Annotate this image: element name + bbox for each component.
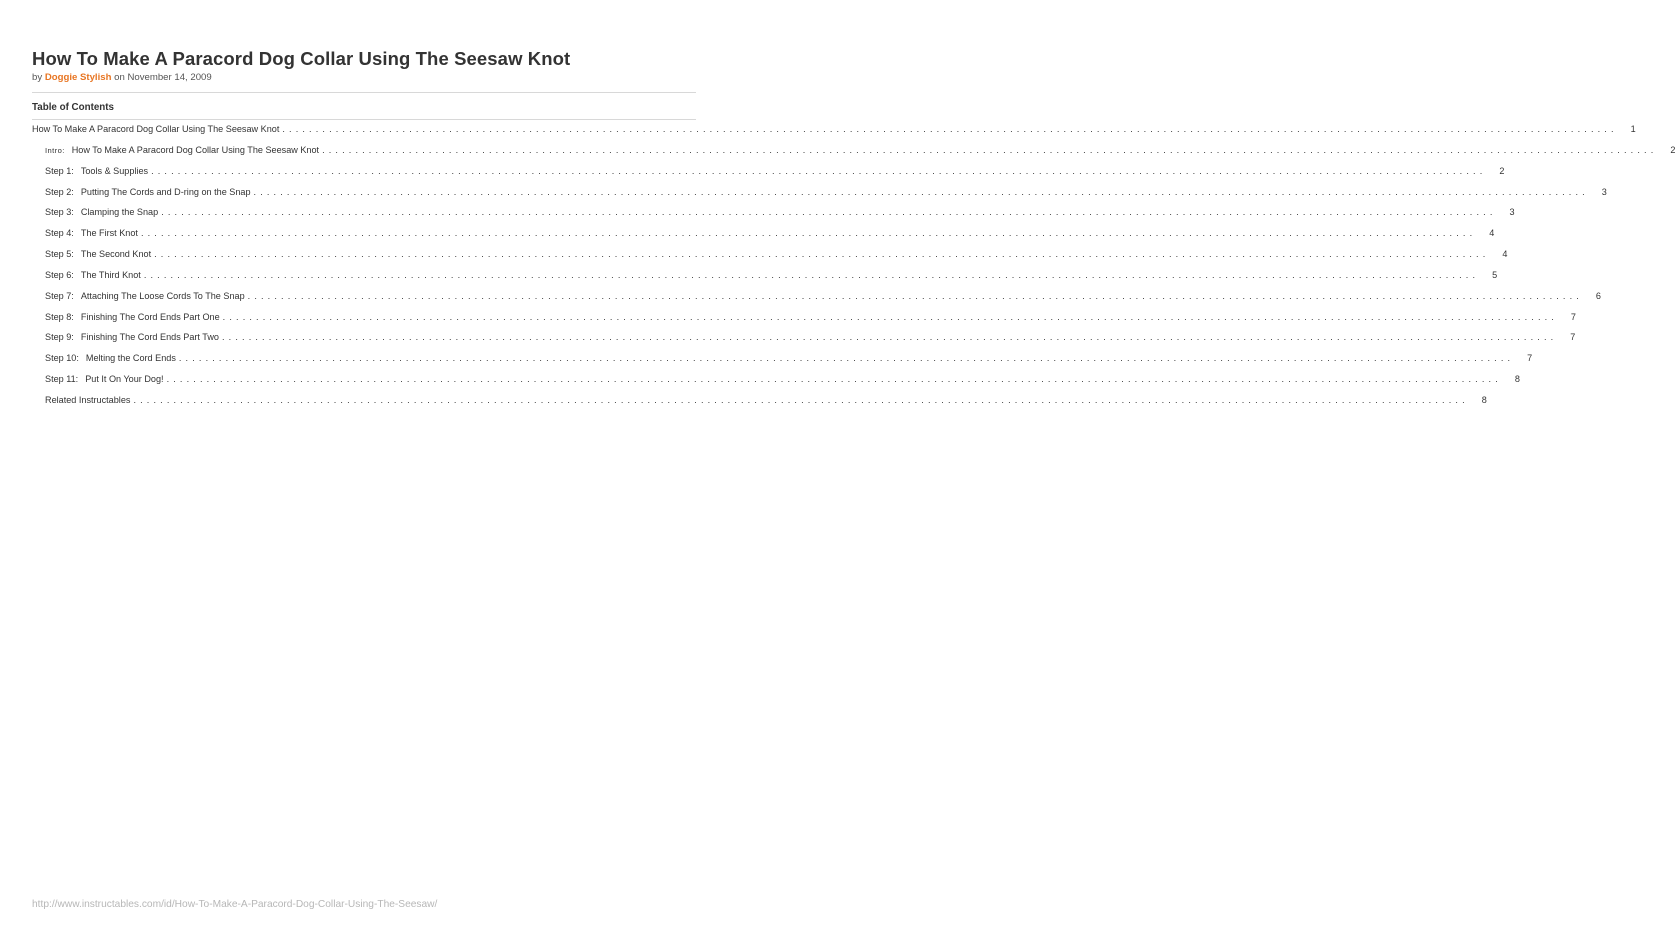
toc-entry-step-10[interactable] <box>32 353 1533 374</box>
toc-entry-label-wrap <box>45 353 179 363</box>
byline-prefix: by <box>32 72 43 83</box>
toc-entry-step-8[interactable] <box>32 311 1576 333</box>
page-title: How To Make A Paracord Dog Collar Using The Seesaw Knot <box>32 48 571 69</box>
toc-page-number: 6 <box>1595 290 1601 301</box>
toc-entry-step-7[interactable] <box>32 290 1601 312</box>
toc-leader-dots: ........................................................................................................................................................................................................ <box>140 228 1477 239</box>
toc-entry-label: Finishing The Cord Ends Part One <box>80 311 220 322</box>
toc-page-number: 3 <box>1601 186 1607 197</box>
toc-page-number: 5 <box>1492 269 1498 280</box>
toc-entry-label: Putting The Cords and D-ring on the Snap <box>80 186 251 197</box>
toc-entry-label-wrap <box>45 228 141 238</box>
toc-page-number: 7 <box>1527 353 1533 364</box>
toc-step-number: Step 4: <box>45 228 74 239</box>
toc-entry-label-wrap <box>45 187 254 197</box>
toc-entry-step-6[interactable] <box>32 269 1498 291</box>
toc-entry-step-5[interactable] <box>32 249 1508 270</box>
toc-entry-label: The First Knot <box>80 228 138 239</box>
toc-heading: Table of Contents <box>32 102 115 113</box>
toc-step-number: Step 10: <box>45 353 79 364</box>
toc-entry-label: Melting the Cord Ends <box>85 353 176 364</box>
toc-step-number: Step 5: <box>45 249 74 260</box>
divider-top <box>32 92 696 93</box>
toc-entry-label: Tools & Supplies <box>80 165 149 176</box>
toc-leader-dots: ........................................................................................................................................................................................................ <box>253 186 1589 197</box>
byline <box>32 72 212 83</box>
footer-url-link[interactable]: http://www.instructables.com/id/How-To-Make-A-Paracord-Dog-Collar-Using-The-Seesaw/ <box>32 899 438 910</box>
toc-leader-dots: ........................................................................................................................................................................................................ <box>166 374 1502 385</box>
toc-page-number: 8 <box>1481 394 1487 405</box>
toc-entry-step-4[interactable] <box>32 228 1495 249</box>
toc-page-number: 7 <box>1570 311 1576 322</box>
toc-step-number: Step 3: <box>45 207 74 218</box>
toc-step-number: Step 7: <box>45 290 74 301</box>
toc-leader-dots: ........................................................................................................................................................................................................ <box>247 290 1583 301</box>
toc-entry-related[interactable] <box>32 394 1487 416</box>
toc-entry-label: Put It On Your Dog! <box>85 374 164 385</box>
toc-leader-dots: ........................................................................................................................................................................................................ <box>178 353 1515 364</box>
toc-entry-step-11[interactable] <box>32 374 1520 395</box>
toc-entry-label-wrap <box>45 249 154 259</box>
toc-entry-step-1[interactable] <box>32 165 1505 187</box>
toc-page-number: 3 <box>1509 207 1515 218</box>
toc-step-number: Step 6: <box>45 269 74 280</box>
toc-leader-dots: ........................................................................................................................................................................................................ <box>133 394 1469 405</box>
toc-step-number: Step 1: <box>45 165 74 176</box>
toc-page-number: 4 <box>1489 228 1495 239</box>
toc-page-number: 8 <box>1514 374 1520 385</box>
toc-entry-label: Related Instructables <box>45 394 131 405</box>
toc-leader-dots: ........................................................................................................................................................................................................ <box>143 269 1480 280</box>
toc-entry-label: How To Make A Paracord Dog Collar Using The Seesaw Knot <box>32 124 280 134</box>
author-link[interactable]: Doggie Stylish <box>44 72 112 83</box>
toc-page-number: 2 <box>1670 144 1675 155</box>
toc-leader-dots: ........................................................................................................................................................................................................ <box>154 249 1490 260</box>
toc-entry-step-2[interactable] <box>32 186 1607 208</box>
toc-entry-label-wrap <box>45 374 167 384</box>
toc-entry-label-wrap <box>45 291 248 301</box>
toc-page-number: 2 <box>1499 165 1505 176</box>
table-of-contents <box>32 124 1675 416</box>
toc-page-number: 1 <box>1630 124 1636 134</box>
toc-page-number: 4 <box>1502 249 1508 260</box>
toc-entry-main[interactable] <box>32 124 1636 145</box>
publish-date: on November 14, 2009 <box>114 72 212 83</box>
toc-entry-label-wrap <box>45 166 151 176</box>
toc-entry-label-wrap <box>45 207 161 217</box>
toc-leader-dots: ........................................................................................................................................................................................................ <box>161 207 1497 218</box>
toc-leader-dots: ........................................................................................................................................................................................................ <box>222 332 1558 343</box>
toc-entry-label: Finishing The Cord Ends Part Two <box>80 332 219 343</box>
toc-entry-label: The Third Knot <box>80 269 141 280</box>
toc-leader-dots: ........................................................................................................................................................................................................ <box>322 144 1658 155</box>
toc-intro-prefix: Intro: <box>45 145 65 155</box>
toc-entry-label-wrap <box>45 270 144 280</box>
toc-entry-label-wrap <box>45 312 223 322</box>
toc-entry-label-wrap <box>45 332 222 342</box>
toc-leader-dots: ........................................................................................................................................................................................................ <box>151 165 1487 176</box>
toc-step-number: Step 8: <box>45 311 74 322</box>
toc-leader-dots: ........................................................................................................................................................................................................ <box>222 311 1558 322</box>
toc-step-number: Step 2: <box>45 186 74 197</box>
toc-page-number: 7 <box>1570 332 1576 343</box>
toc-leader-dots: ........................................................................................................................................................................................................ <box>282 124 1618 134</box>
toc-entry-step-3[interactable] <box>32 207 1515 228</box>
toc-entry-label: The Second Knot <box>80 249 152 260</box>
toc-entry-intro[interactable] <box>32 144 1675 166</box>
toc-step-number: Step 11: <box>45 374 79 385</box>
toc-step-number: Step 9: <box>45 332 74 343</box>
toc-entry-label: Attaching The Loose Cords To The Snap <box>80 290 245 301</box>
toc-entry-step-9[interactable] <box>32 332 1576 353</box>
divider-toc <box>32 119 696 120</box>
toc-entry-label-wrap <box>45 145 322 155</box>
toc-entry-label: Clamping the Snap <box>80 207 159 218</box>
toc-entry-label: How To Make A Paracord Dog Collar Using The Seesaw Knot <box>71 144 320 155</box>
